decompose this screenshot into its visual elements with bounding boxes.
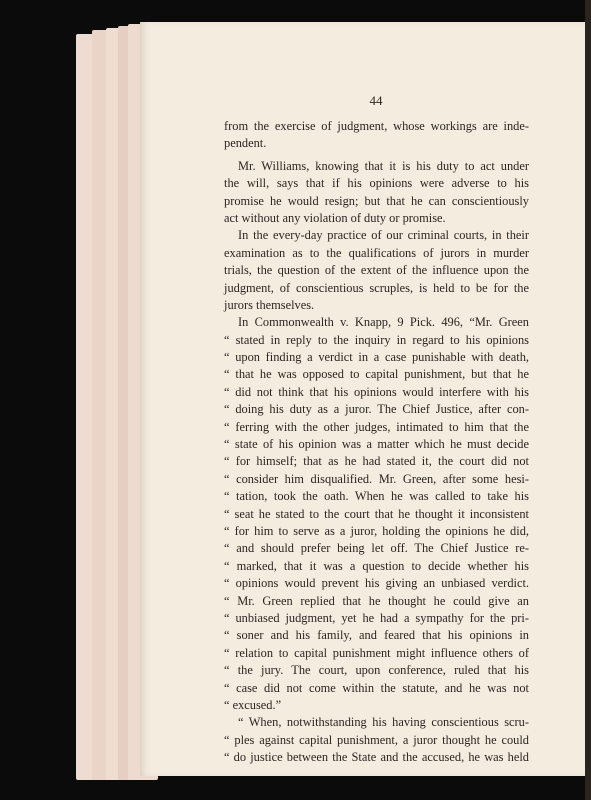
text-line: “ and should prefer being let off. The Chief Justice re- [224, 541, 529, 556]
text-line: judgment, of conscientious scruples, is held to be for the [224, 280, 529, 295]
text-line: “ unbiased judgment, yet he had a sympathy for the pri- [224, 610, 529, 625]
page-text-block [224, 118, 529, 766]
text-line: jurors themselves. [224, 297, 315, 312]
text-line: Mr. Williams, knowing that it is his duty to act under [238, 158, 529, 173]
text-line: act without any violation of duty or promise. [224, 210, 446, 225]
text-line: “ seat he stated to the court that he thought it inconsistent [224, 506, 529, 521]
text-line: “ state of his opinion was a matter which he must decide [224, 437, 529, 452]
text-line: “ stated in reply to the inquiry in regard to his opinions [224, 332, 529, 347]
text-line: promise he would resign; but that he can conscientiously [224, 193, 529, 208]
text-line: “ relation to capital punishment might influence others of [224, 645, 529, 660]
text-line: “ ples against capital punishment, a juror thought he could [224, 732, 529, 747]
text-line: “ do justice between the State and the accused, he was held [224, 750, 529, 765]
text-line: “ for him to serve as a juror, holding the opinions he did, [224, 523, 529, 538]
text-line: “ that he was opposed to capital punishment, but that he [224, 367, 529, 382]
text-line: “ case did not come within the statute, and he was not [224, 680, 529, 695]
text-line: “ tation, took the oath. When he was called to take his [224, 489, 529, 504]
page-number: 44 [369, 93, 383, 108]
text-line: “ consider him disqualified. Mr. Green, after some hesi- [224, 471, 529, 486]
text-line: “ soner and his family, and feared that his opinions in [224, 628, 529, 643]
text-line: “ did not think that his opinions would interfere with his [224, 384, 529, 399]
text-line: “ doing his duty as a juror. The Chief Justice, after con- [224, 402, 529, 417]
text-line: from the exercise of judgment, whose workings are inde- [224, 119, 529, 133]
text-line: “ When, notwithstanding his having conscientious scru- [238, 715, 529, 730]
text-line: “ marked, that it was a question to decide whether his [224, 558, 529, 573]
text-line: the will, says that if his opinions were adverse to his [224, 176, 529, 191]
text-line: “ ferring with the other judges, intimated to him that the [224, 419, 529, 434]
text-line: trials, the question of the extent of the influence upon the [224, 263, 529, 278]
text-line: “ excused.” [224, 697, 282, 712]
text-line: examination as to the qualifications of jurors in murder [224, 245, 529, 260]
text-line: “ opinions would prevent his giving an unbiased verdict. [224, 576, 529, 591]
text-line: “ for himself; that as he had stated it, the court did not [224, 454, 529, 469]
text-line: pendent. [224, 136, 267, 151]
text-line: In Commonwealth v. Knapp, 9 Pick. 496, “Mr. Green [238, 315, 529, 330]
book-spine [585, 0, 591, 800]
text-line: In the every-day practice of our criminal courts, in their [238, 228, 529, 243]
text-line: “ the jury. The court, upon conference, ruled that his [224, 663, 529, 678]
text-line: “ Mr. Green replied that he thought he could give an [224, 593, 529, 608]
text-line: “ upon finding a verdict in a case punishable with death, [224, 350, 529, 365]
